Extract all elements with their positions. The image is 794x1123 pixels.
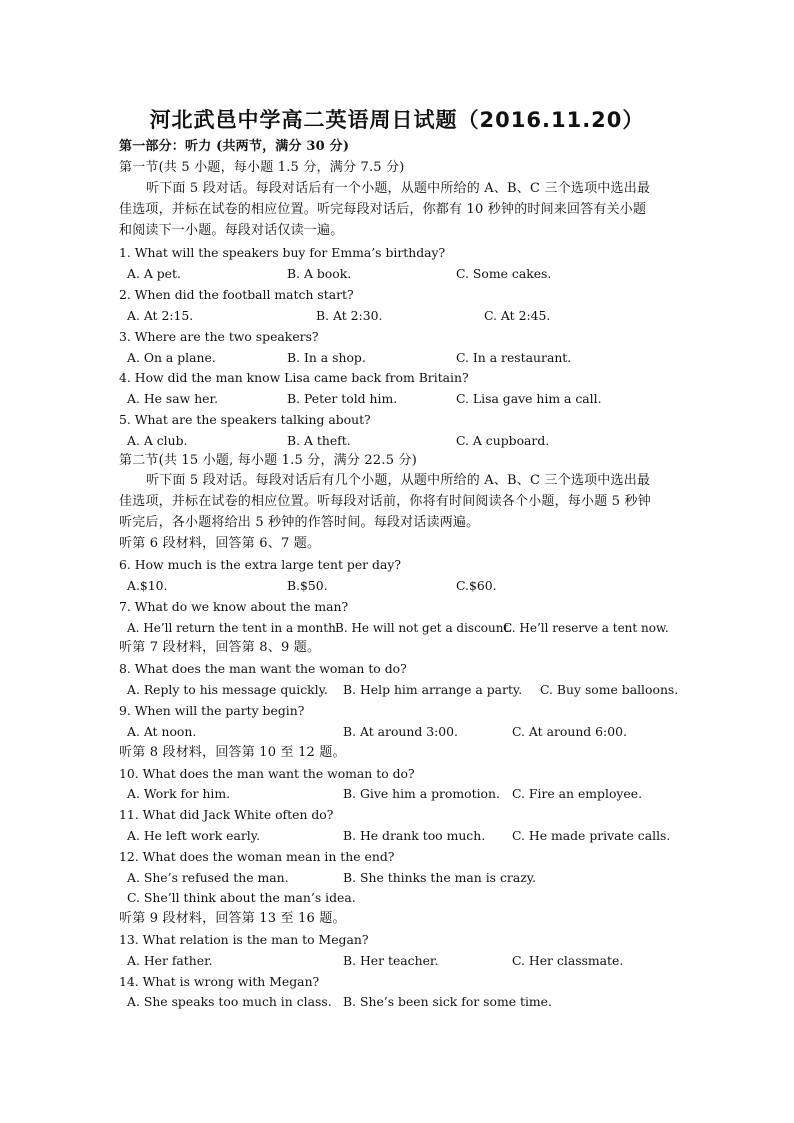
option-a: A. On a plane.	[127, 350, 216, 365]
option-b: B. Give him a promotion.	[343, 786, 500, 801]
option-a: A. At 2:15.	[127, 308, 194, 323]
option-b: B. At around 3:00.	[343, 724, 458, 739]
section1-instruction-line: 听下面 5 段对话。每段对话后有一个小题，从题中所给的 A、B、C 三个选项中选出最	[146, 181, 651, 196]
question-stem: 11. What did Jack White often do?	[119, 807, 334, 822]
option-b: B. Help him arrange a party.	[343, 682, 523, 697]
option-a: A. At noon.	[127, 724, 197, 739]
question-stem: 10. What does the man want the woman to do?	[119, 766, 415, 781]
question-stem: 1. What will the speakers buy for Emma’s birthday?	[119, 245, 446, 260]
option-a: A. He left work early.	[127, 828, 261, 843]
material-heading: 听第 9 段材料，回答第 13 至 16 题。	[119, 911, 346, 926]
option-c: C. In a restaurant.	[456, 350, 572, 365]
option-b: B. Peter told him.	[287, 391, 398, 406]
section2-instruction-line: 听完后，各小题将给出 5 秒钟的作答时间。每段对话读两遍。	[119, 515, 480, 530]
option-c: C. Buy some balloons.	[540, 682, 679, 697]
option-b: B. He drank too much.	[343, 828, 486, 843]
option-a: A. A pet.	[127, 266, 181, 281]
option-c: C. She’ll think about the man’s idea.	[127, 890, 356, 905]
option-c: C. Fire an employee.	[512, 786, 643, 801]
page-title: 河北武邑中学高二英语周日试题（2016.11.20）	[149, 108, 645, 132]
section2-heading: 第二节(共 15 小题, 每小题 1.5 分，满分 22.5 分)	[119, 453, 417, 468]
option-a: A. A club.	[127, 433, 188, 448]
option-b: B. He will not get a discount.	[335, 621, 513, 635]
question-stem: 12. What does the woman mean in the end?	[119, 849, 395, 864]
option-b: B.$50.	[287, 578, 328, 593]
option-c: C. At around 6:00.	[512, 724, 627, 739]
section2-instruction-line: 听下面 5 段对话。每段对话后有几个小题，从题中所给的 A、B、C 三个选项中选出最	[146, 473, 651, 488]
option-a: A. He saw her.	[127, 391, 219, 406]
question-stem: 5. What are the speakers talking about?	[119, 412, 371, 427]
section1-heading: 第一节(共 5 小题，每小题 1.5 分，满分 7.5 分)	[119, 160, 405, 175]
question-stem: 14. What is wrong with Megan?	[119, 974, 320, 989]
section2-instruction-line: 佳选项，并标在试卷的相应位置。听每段对话前，你将有时间阅读各个小题，每小题 5 秒钟	[119, 494, 651, 509]
option-c: C. Some cakes.	[456, 266, 552, 281]
option-c: C.$60.	[456, 578, 497, 593]
section1-instruction-line: 佳选项，并标在试卷的相应位置。听完每段对话后，你都有 10 秒钟的时间来回答有关小题	[119, 202, 647, 217]
option-a: A. She’s refused the man.	[127, 870, 289, 885]
option-b: B. Her teacher.	[343, 953, 439, 968]
material-heading: 听第 7 段材料，回答第 8、9 题。	[119, 640, 321, 655]
question-stem: 8. What does the man want the woman to do?	[119, 661, 407, 676]
option-a: A. She speaks too much in class.	[127, 994, 332, 1009]
option-b: B. A theft.	[287, 433, 351, 448]
option-c: C. At 2:45.	[484, 308, 551, 323]
option-b: B. She thinks the man is crazy.	[343, 870, 537, 885]
option-a: A.$10.	[127, 578, 168, 593]
option-c: C. He’ll reserve a tent now.	[503, 621, 669, 635]
option-a: A. Work for him.	[127, 786, 231, 801]
option-c: C. A cupboard.	[456, 433, 550, 448]
question-stem: 9. When will the party begin?	[119, 703, 305, 718]
question-stem: 3. Where are the two speakers?	[119, 329, 319, 344]
option-b: B. She’s been sick for some time.	[343, 994, 552, 1009]
option-a: A. Her father.	[127, 953, 213, 968]
option-c: C. He made private calls.	[512, 828, 671, 843]
option-b: B. A book.	[287, 266, 352, 281]
material-heading: 听第 6 段材料，回答第 6、7 题。	[119, 536, 321, 551]
section1-instruction-line: 和阅读下一小题。每段对话仅读一遍。	[119, 223, 344, 238]
material-heading: 听第 8 段材料，回答第 10 至 12 题。	[119, 745, 346, 760]
question-stem: 7. What do we know about the man?	[119, 599, 349, 614]
question-stem: 2. When did the football match start?	[119, 287, 354, 302]
option-c: C. Lisa gave him a call.	[456, 391, 602, 406]
question-stem: 6. How much is the extra large tent per day?	[119, 557, 401, 572]
option-c: C. Her classmate.	[512, 953, 624, 968]
option-a: A. He’ll return the tent in a month.	[127, 621, 340, 635]
question-stem: 13. What relation is the man to Megan?	[119, 932, 369, 947]
part1-heading: 第一部分：听力 (共两节，满分 30 分)	[119, 139, 350, 154]
question-stem: 4. How did the man know Lisa came back from Britain?	[119, 370, 469, 385]
option-a: A. Reply to his message quickly.	[127, 682, 328, 697]
option-b: B. In a shop.	[287, 350, 366, 365]
option-b: B. At 2:30.	[316, 308, 383, 323]
